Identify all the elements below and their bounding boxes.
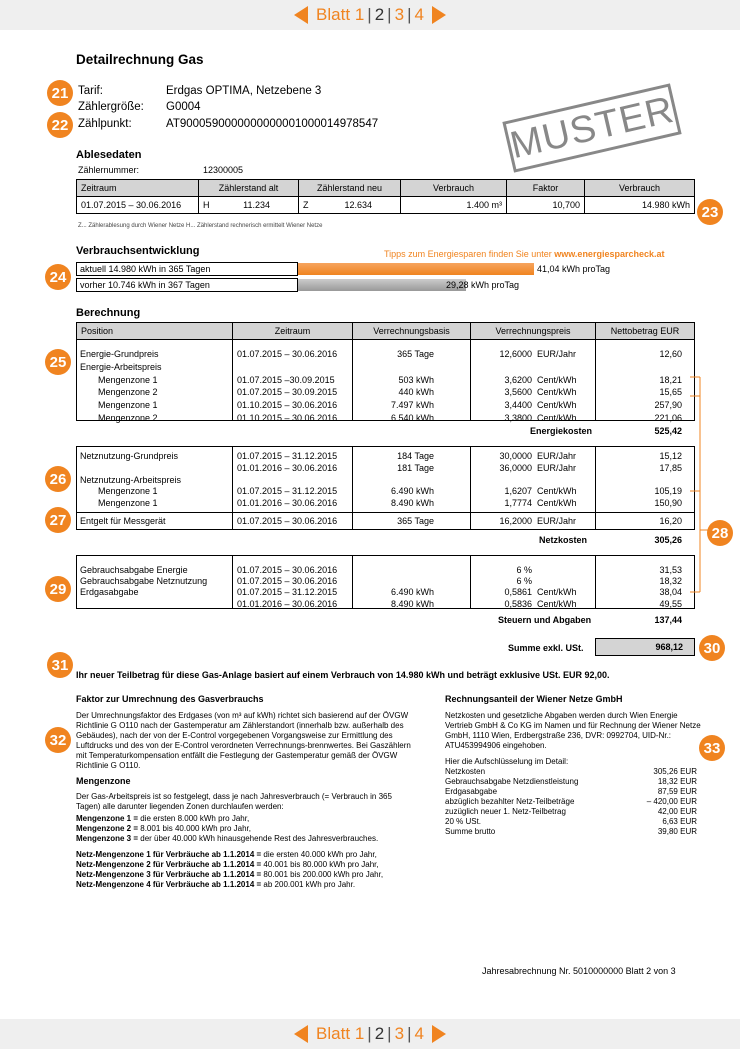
zaehlergroesse-value: G0004 <box>166 101 201 113</box>
badge-32: 32 <box>45 727 71 753</box>
netze-row <box>445 817 697 827</box>
preis-cell: 12,6000 <box>499 349 532 359</box>
einheit-cell: Cent/kWh <box>537 486 577 497</box>
basis-cell: 6.540 kWh <box>390 413 434 423</box>
nav-label: Blatt <box>316 1024 351 1043</box>
page-navigation-top: Blatt 1 | 2 | 3 | 4 <box>0 0 740 30</box>
netze-row-label: Erdgasabgabe <box>445 787 498 796</box>
position-cell: Gebrauchsabgabe Energie <box>80 565 188 575</box>
netzmengenzone-list <box>76 850 436 890</box>
berechnung-header <box>76 322 695 340</box>
previous-page-arrow-icon[interactable] <box>294 6 308 24</box>
bracket-connector <box>690 370 720 600</box>
position-cell: Energie-Grundpreis <box>80 349 159 359</box>
netze-row <box>445 767 697 777</box>
badge-31: 31 <box>47 652 73 678</box>
netzzone-item <box>76 880 436 890</box>
zeitraum-cell: 01.01.2016 – 30.06.2016 <box>237 462 338 473</box>
zone-item <box>76 834 436 844</box>
netzzone-label: Netz-Mengenzone 1 für Verbräuche ab 1.1.2014 = <box>76 850 262 859</box>
netze-row-label: abzüglich bezahlter Netz-Teilbeträge <box>445 797 575 806</box>
col-zeitraum: Zeitraum <box>77 180 199 197</box>
einheit-cell: Cent/kWh <box>537 598 577 609</box>
badge-26: 26 <box>45 466 71 492</box>
col-verbrauch-kwh: Verbrauch <box>585 180 695 197</box>
basis-cell: 365 Tage <box>397 349 434 359</box>
zeitraum-cell: 01.07.2015 – 30.06.2016 <box>237 565 338 575</box>
nav-page-3[interactable]: 3 <box>394 5 405 24</box>
zeitraum-cell: 01.07.2015 – 30.09.2015 <box>237 387 338 398</box>
preis-cell: 36,0000 <box>499 462 532 473</box>
aktuell-box: aktuell 14.980 kWh in 365 Tagen <box>76 262 298 276</box>
vorher-value: 29,28 kWh proTag <box>446 280 520 290</box>
verbrauchsentwicklung-title: Verbrauchsentwicklung <box>76 245 200 257</box>
netzzone-item <box>76 870 436 880</box>
steuern-label: Steuern und Abgaben <box>498 615 592 625</box>
einheit-cell: Cent/kWh <box>537 374 577 385</box>
netze-row-value: 6,63 EUR <box>662 817 697 826</box>
nav-page-4[interactable]: 4 <box>414 1024 424 1043</box>
preis-cell: 3,6200 <box>504 374 532 385</box>
preis-cell: 3,4400 <box>504 400 532 411</box>
faktor-text: Der Umrechnungsfaktor des Erdgases (von m³ auf kWh) richtet sich basierend auf der ÖVGW Richtlinie G O110 nach der Gastemperatur am Zählerstandort (innerhalb bzw. außerhalb des Gebäudes), nach der von der E-Control vorgegebenen Vorgangsweise zur Ermittlung des Luftdrucks und des von der E-Control verordneten Verrechnungs-brennwertes. Bei Gaszählern mit Temperaturkompensation entfällt die Festlegung der Gastemperatur gemäß der ÖVGW Richtlinie G O110. <box>76 711 411 770</box>
einheit-cell: Cent/kWh <box>537 587 577 598</box>
preis-cell: 6 % <box>516 565 532 575</box>
col-stand-neu: Zählerstand neu <box>299 180 401 197</box>
position-cell: Mengenzone 1 <box>98 498 158 509</box>
betrag-cell: 15,65 <box>659 387 682 398</box>
cell: 1.400 m³ <box>401 197 507 214</box>
betrag-cell: 105,19 <box>654 486 682 497</box>
mess-position: Entgelt für Messgerät <box>80 516 166 526</box>
einheit-cell: EUR/Jahr <box>537 462 577 473</box>
badge-28: 28 <box>707 520 733 546</box>
basis-cell: 184 Tage <box>397 451 434 461</box>
badge-29: 29 <box>45 576 71 602</box>
vorher-box: vorher 10.746 kWh in 367 Tagen <box>76 278 298 292</box>
zeitraum-cell: 01.07.2015 – 31.12.2015 <box>237 587 338 598</box>
position-cell: Netznutzung-Grundpreis <box>80 451 179 461</box>
preis-cell: 3,3800 <box>504 413 532 423</box>
steuern-value: 137,44 <box>654 615 682 625</box>
netze-row-value: 305,26 EUR <box>653 767 697 776</box>
betrag-cell: 18,21 <box>659 374 682 385</box>
cell: 10,700 <box>507 197 585 214</box>
cell: Z 12.634 <box>299 197 401 214</box>
basis-cell: 181 Tage <box>397 462 434 473</box>
badge-22: 22 <box>47 112 73 138</box>
berechnung-title: Berechnung <box>76 307 141 319</box>
nav-page-2[interactable]: 2 <box>374 1024 385 1043</box>
position-cell: Mengenzone 2 <box>98 413 158 423</box>
col-stand-alt: Zählerstand alt <box>199 180 299 197</box>
cell: 14.980 kWh <box>585 197 695 214</box>
zone-value: der über 40.000 kWh hinausgehende Rest des Jahresverbrauches. <box>140 834 379 843</box>
zone-label: Mengenzone 1 = <box>76 814 139 823</box>
teilbetrag-text: Ihr neuer Teilbetrag für diese Gas-Anlage basiert auf einem Verbrauch von 14.980 kWh und beträgt exklusive USt. EUR 92,00. <box>76 670 610 680</box>
zaehlpunkt-label: Zählpunkt: <box>78 118 132 130</box>
col-nettobetrag: Nettobetrag EUR <box>596 323 695 340</box>
zone-value: 8.001 bis 40.000 kWh pro Jahr, <box>140 824 251 833</box>
vorher-bar <box>298 279 466 291</box>
energiespar-tipp: Tipps zum Energiesparen finden Sie unter www.energiesparcheck.at <box>384 249 665 259</box>
betrag-cell: 38,04 <box>659 587 682 598</box>
zeitraum-cell: 01.07.2015 – 30.06.2016 <box>237 349 338 359</box>
basis-cell: 503 kWh <box>398 374 434 385</box>
col-verrechnungsbasis: Verrechnungsbasis <box>353 323 471 340</box>
betrag-cell: 15,12 <box>659 451 682 461</box>
col-verrechnungspreis: Verrechnungspreis <box>471 323 596 340</box>
zeitraum-cell: 01.07.2015 – 31.12.2015 <box>237 486 338 497</box>
preis-cell: 1,6207 <box>504 486 532 497</box>
summe-value: 968,12 <box>595 638 695 656</box>
einheit-cell: EUR/Jahr <box>537 349 577 359</box>
zaehlernummer-label: Zählernummer: <box>78 165 140 175</box>
zone-item <box>76 824 436 834</box>
zone-label: Mengenzone 2 = <box>76 824 139 833</box>
zone-value: die ersten 8.000 kWh pro Jahr, <box>140 814 250 823</box>
badge-33: 33 <box>699 735 725 761</box>
previous-page-arrow-icon[interactable] <box>294 1025 308 1043</box>
netzzone-value: ab 200.001 kWh pro Jahr. <box>263 880 356 889</box>
netze-detail-title: Hier die Aufschlüsselung im Detail: <box>445 757 569 766</box>
netze-row-value: – 420,00 EUR <box>646 797 697 806</box>
zeitraum-cell: 01.10.2015 – 30.06.2016 <box>237 400 338 411</box>
preis-cell: 6 % <box>516 576 532 587</box>
cell: 01.07.2015 – 30.06.2016 <box>77 197 199 214</box>
zeitraum-cell: 01.10.2015 – 30.06.2016 <box>237 413 338 423</box>
mess-basis: 365 Tage <box>397 516 434 526</box>
basis-cell: 8.490 kWh <box>390 598 434 609</box>
col-verbrauch-m3: Verbrauch <box>401 180 507 197</box>
netze-row-label: Netzkosten <box>445 767 486 776</box>
netzzone-label: Netz-Mengenzone 3 für Verbräuche ab 1.1.2014 = <box>76 870 262 879</box>
betrag-cell: 49,55 <box>659 598 682 609</box>
zaehlergroesse-label: Zählergröße: <box>78 101 144 113</box>
netze-row-value: 42,00 EUR <box>657 807 697 816</box>
betrag-cell: 17,85 <box>659 462 682 473</box>
betrag-cell: 12,60 <box>659 349 682 359</box>
netzzone-item <box>76 860 436 870</box>
mess-zeitraum: 01.07.2015 – 30.06.2016 <box>237 516 338 526</box>
mengenzone-list <box>76 814 436 844</box>
netze-row <box>445 827 697 837</box>
einheit-cell: Cent/kWh <box>537 498 577 509</box>
badge-25: 25 <box>45 349 71 375</box>
ablesedaten-title: Ablesedaten <box>76 149 142 161</box>
next-page-arrow-icon[interactable] <box>432 6 446 24</box>
col-position: Position <box>77 323 233 340</box>
netzkosten-label: Netzkosten <box>539 535 588 545</box>
mess-preis: 16,2000 <box>499 516 532 526</box>
einheit-cell: Cent/kWh <box>537 400 577 411</box>
netze-title: Rechnungsanteil der Wiener Netze GmbH <box>445 694 623 704</box>
einheit-cell: EUR/Jahr <box>537 451 577 461</box>
position-cell: Mengenzone 2 <box>98 387 158 398</box>
position-cell: Energie-Arbeitspreis <box>80 361 162 372</box>
aktuell-value: 41,04 kWh proTag <box>537 264 611 274</box>
badge-24: 24 <box>45 264 71 290</box>
zone-label: Mengenzone 3 = <box>76 834 139 843</box>
einheit-cell: Cent/kWh <box>537 387 577 398</box>
zeitraum-cell: 01.07.2015 –30.09.2015 <box>237 374 335 385</box>
energiespar-link[interactable]: www.energiesparcheck.at <box>554 249 665 259</box>
position-cell: Netznutzung-Arbeitspreis <box>80 474 182 485</box>
netzzone-value: die ersten 40.000 kWh pro Jahr, <box>263 850 377 859</box>
nav-page-1[interactable]: 1 <box>354 5 365 24</box>
position-cell: Mengenzone 1 <box>98 374 158 385</box>
preis-cell: 3,5600 <box>504 387 532 398</box>
tarif-label: Tarif: <box>78 85 103 97</box>
energiekosten-value: 525,42 <box>654 426 682 436</box>
einheit-cell: Cent/kWh <box>537 413 577 423</box>
table-row <box>77 197 695 214</box>
netzzone-label: Netz-Mengenzone 4 für Verbräuche ab 1.1.2014 = <box>76 880 262 889</box>
badge-30: 30 <box>699 635 725 661</box>
badge-23: 23 <box>697 199 723 225</box>
nav-page-4[interactable]: 4 <box>414 5 424 24</box>
next-page-arrow-icon[interactable] <box>432 1025 446 1043</box>
preis-cell: 1,7774 <box>504 498 532 509</box>
faktor-title: Faktor zur Umrechnung des Gasverbrauchs <box>76 694 264 704</box>
betrag-cell: 150,90 <box>654 498 682 509</box>
zeitraum-cell: 01.07.2015 – 30.06.2016 <box>237 576 338 587</box>
basis-cell: 6.490 kWh <box>390 486 434 497</box>
position-cell: Gebrauchsabgabe Netznutzung <box>80 576 208 587</box>
ablesedaten-table <box>76 179 695 214</box>
col-faktor: Faktor <box>507 180 585 197</box>
netzkosten-value: 305,26 <box>654 535 682 545</box>
netze-breakdown <box>445 767 697 837</box>
mengenzone-title: Mengenzone <box>76 776 131 786</box>
netze-row-label: zuzüglich neuer 1. Netz-Teilbetrag <box>445 807 566 816</box>
position-cell: Mengenzone 1 <box>98 400 158 411</box>
page-footer: Jahresabrechnung Nr. 5010000000 Blatt 2 von 3 <box>482 966 676 976</box>
preis-cell: 0,5836 <box>504 598 532 609</box>
badge-21: 21 <box>47 80 73 106</box>
zeitraum-cell: 01.07.2015 – 31.12.2015 <box>237 451 338 461</box>
nav-page-3[interactable]: 3 <box>394 1024 405 1043</box>
badge-27: 27 <box>45 507 71 533</box>
muster-stamp: MUSTER <box>502 83 681 172</box>
netze-row-label: Summe brutto <box>445 827 496 836</box>
betrag-cell: 257,90 <box>654 400 682 411</box>
netzzone-value: 40.001 bis 80.000 kWh pro Jahr, <box>263 860 379 869</box>
ablesedaten-footnote: Z... Zählerablesung durch Wiener Netze H... Zählerstand rechnerisch ermittelt Wiener Netze <box>78 223 323 229</box>
basis-cell: 6.490 kWh <box>390 587 434 598</box>
nav-label: Blatt <box>316 5 351 24</box>
netze-text: Netzkosten und gesetzliche Abgaben werden durch Wien Energie Vertrieb GmbH & Co KG im Namen und für Rechnung der Wiener Netze GmbH, 1110 Wien, Erdbergstraße 236, DVR: 0992704, UID-Nr.: ATU453994906 eingehoben. <box>445 711 701 750</box>
basis-cell: 7.497 kWh <box>390 400 434 411</box>
col-zeitraum: Zeitraum <box>233 323 353 340</box>
betrag-cell: 221,06 <box>654 413 682 423</box>
netze-row-label: Gebrauchsabgabe Netzdienstleistung <box>445 777 579 786</box>
netze-row-label: 20 % USt. <box>445 817 482 826</box>
cell: H 11.234 <box>199 197 299 214</box>
preis-cell: 30,0000 <box>499 451 532 461</box>
page-title: Detailrechnung Gas <box>76 52 204 67</box>
netzzone-value: 80.001 bis 200.000 kWh pro Jahr, <box>263 870 384 879</box>
zeitraum-cell: 01.01.2016 – 30.06.2016 <box>237 498 338 509</box>
netzzone-item <box>76 850 436 860</box>
aktuell-bar <box>298 263 534 275</box>
zaehlernummer-value: 12300005 <box>203 165 244 175</box>
betrag-cell: 18,32 <box>659 576 682 587</box>
summe-label: Summe exkl. USt. <box>508 643 584 653</box>
zaehlpunkt-value: AT9000590000000000001000014978547 <box>166 118 379 130</box>
netze-row <box>445 777 697 787</box>
netzzone-label: Netz-Mengenzone 2 für Verbräuche ab 1.1.2014 = <box>76 860 262 869</box>
mengenzone-intro: Der Gas-Arbeitspreis ist so festgelegt, dass je nach Jahresverbrauch (= Verbrauch in 365 Tagen) alle darunter liegenden Zonen durchlaufen werden: <box>76 792 392 811</box>
nav-page-2[interactable]: 2 <box>374 5 385 24</box>
mess-betrag: 16,20 <box>659 516 682 526</box>
betrag-cell: 31,53 <box>659 565 682 575</box>
position-cell: Mengenzone 1 <box>98 486 158 497</box>
energiekosten-label: Energiekosten <box>530 426 593 436</box>
mess-einheit: EUR/Jahr <box>537 516 577 526</box>
netze-row-value: 39,80 EUR <box>657 827 697 836</box>
netze-row <box>445 807 697 817</box>
preis-cell: 0,5861 <box>504 587 532 598</box>
netze-row-value: 18,32 EUR <box>657 777 697 786</box>
nav-page-1[interactable]: 1 <box>354 1024 365 1043</box>
page-navigation-bottom: Blatt 1 | 2 | 3 | 4 <box>0 1019 740 1049</box>
netze-row <box>445 787 697 797</box>
netze-row-value: 87,59 EUR <box>657 787 697 796</box>
basis-cell: 440 kWh <box>398 387 434 398</box>
position-cell: Erdgasabgabe <box>80 587 139 598</box>
basis-cell: 8.490 kWh <box>390 498 434 509</box>
zeitraum-cell: 01.01.2016 – 30.06.2016 <box>237 598 338 609</box>
netze-row <box>445 797 697 807</box>
zone-item <box>76 814 436 824</box>
tarif-value: Erdgas OPTIMA, Netzebene 3 <box>166 85 322 97</box>
